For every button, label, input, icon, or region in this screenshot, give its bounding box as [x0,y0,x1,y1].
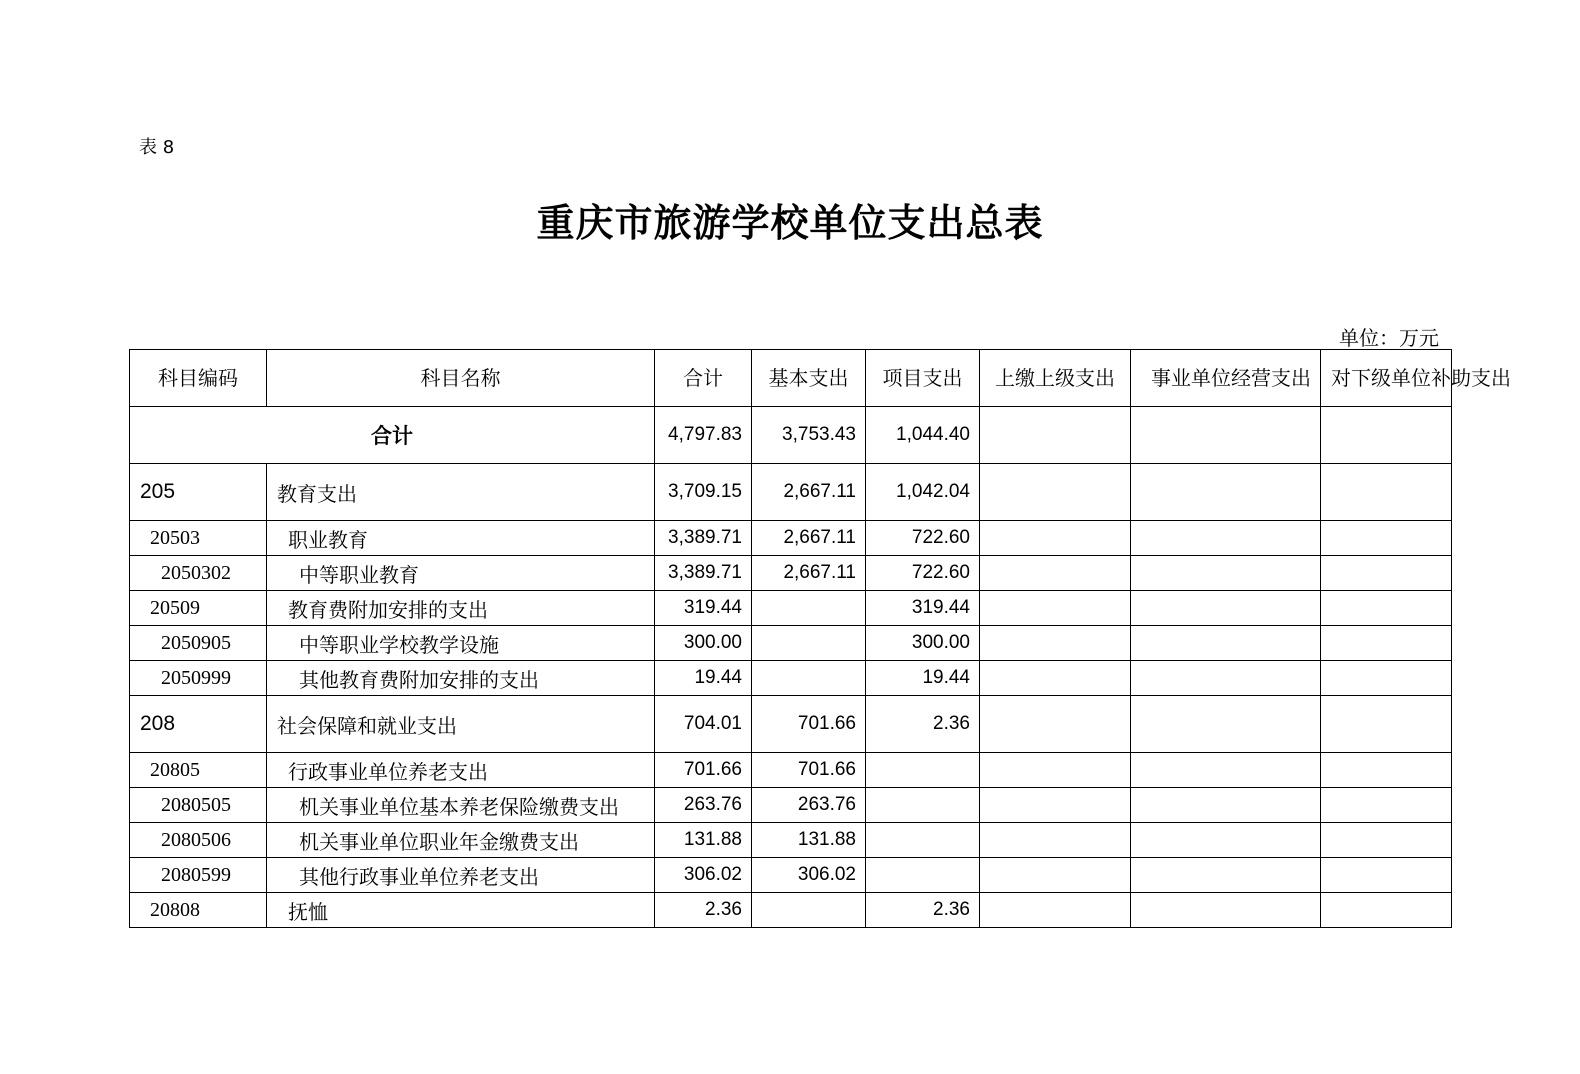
header-total: 合计 [655,350,752,407]
row-basic: 701.66 [752,696,866,753]
row-business [1131,753,1321,788]
row-code: 2050905 [130,626,267,661]
row-code: 2080505 [130,788,267,823]
total-business [1131,407,1321,464]
row-business [1131,788,1321,823]
total-subsidy [1321,407,1452,464]
total-sum: 4,797.83 [655,407,752,464]
page-title: 重庆市旅游学校单位支出总表 [536,201,1044,245]
row-upper [980,788,1131,823]
row-business [1131,626,1321,661]
row-code: 20805 [130,753,267,788]
row-subsidy [1321,521,1452,556]
row-project [866,753,980,788]
row-basic: 701.66 [752,753,866,788]
row-project: 1,042.04 [866,464,980,521]
row-project [866,788,980,823]
row-project: 722.60 [866,521,980,556]
row-business [1131,696,1321,753]
row-subsidy [1321,591,1452,626]
row-project [866,823,980,858]
header-name: 科目名称 [267,350,655,407]
row-code: 2080599 [130,858,267,893]
row-project: 2.36 [866,893,980,928]
table-row [130,521,1452,556]
row-code: 20503 [130,521,267,556]
row-basic: 2,667.11 [752,556,866,591]
header-business: 事业单位经营支出 [1131,350,1321,407]
row-total: 704.01 [655,696,752,753]
row-business [1131,556,1321,591]
row-name: 抚恤 [267,893,655,928]
row-project [866,858,980,893]
row-business [1131,591,1321,626]
row-subsidy [1321,753,1452,788]
header-basic: 基本支出 [752,350,866,407]
table-row [130,696,1452,753]
row-total: 2.36 [655,893,752,928]
table-row [130,893,1452,928]
row-code: 208 [130,696,267,753]
row-code: 2050999 [130,661,267,696]
table-row [130,591,1452,626]
table-row [130,556,1452,591]
row-code: 205 [130,464,267,521]
total-basic: 3,753.43 [752,407,866,464]
table-row [130,626,1452,661]
row-business [1131,521,1321,556]
row-project: 300.00 [866,626,980,661]
row-name: 其他行政事业单位养老支出 [267,858,655,893]
row-total: 3,709.15 [655,464,752,521]
table-row [130,464,1452,521]
row-name: 中等职业学校教学设施 [267,626,655,661]
row-subsidy [1321,823,1452,858]
row-subsidy [1321,788,1452,823]
row-name: 教育费附加安排的支出 [267,591,655,626]
row-total: 300.00 [655,626,752,661]
header-upper: 上缴上级支出 [980,350,1131,407]
row-project: 19.44 [866,661,980,696]
row-total: 701.66 [655,753,752,788]
row-name: 机关事业单位职业年金缴费支出 [267,823,655,858]
row-project: 2.36 [866,696,980,753]
row-basic [752,591,866,626]
row-name: 行政事业单位养老支出 [267,753,655,788]
row-subsidy [1321,858,1452,893]
row-upper [980,591,1131,626]
row-subsidy [1321,626,1452,661]
row-total: 3,389.71 [655,521,752,556]
row-upper [980,661,1131,696]
row-name: 机关事业单位基本养老保险缴费支出 [267,788,655,823]
row-code: 2080506 [130,823,267,858]
row-business [1131,661,1321,696]
expenditure-table [129,349,1511,928]
unit-label: 单位：万元 [1339,326,1439,350]
row-upper [980,521,1131,556]
header-subsidy: 对下级单位补助支出 [1321,350,1452,407]
total-label: 合计 [130,407,655,464]
row-total: 131.88 [655,823,752,858]
row-upper [980,753,1131,788]
row-name: 社会保障和就业支出 [267,696,655,753]
row-project: 319.44 [866,591,980,626]
table-row [130,788,1452,823]
header-project: 项目支出 [866,350,980,407]
row-total: 19.44 [655,661,752,696]
total-row [130,407,1452,464]
row-basic [752,626,866,661]
row-code: 2050302 [130,556,267,591]
row-project: 722.60 [866,556,980,591]
row-subsidy [1321,661,1452,696]
row-basic [752,893,866,928]
row-basic: 2,667.11 [752,464,866,521]
row-upper [980,696,1131,753]
row-upper [980,464,1131,521]
row-code: 20509 [130,591,267,626]
row-basic [752,661,866,696]
table-row [130,753,1452,788]
row-upper [980,893,1131,928]
row-basic: 131.88 [752,823,866,858]
table-row [130,858,1452,893]
row-subsidy [1321,556,1452,591]
row-subsidy [1321,893,1452,928]
row-subsidy [1321,696,1452,753]
table-number-label: 表 8 [139,137,175,158]
total-project: 1,044.40 [866,407,980,464]
header-code: 科目编码 [130,350,267,407]
row-business [1131,858,1321,893]
row-business [1131,893,1321,928]
row-name: 教育支出 [267,464,655,521]
table-row [130,823,1452,858]
row-name: 中等职业教育 [267,556,655,591]
row-upper [980,556,1131,591]
row-total: 306.02 [655,858,752,893]
row-total: 319.44 [655,591,752,626]
total-upper [980,407,1131,464]
row-total: 3,389.71 [655,556,752,591]
row-name: 职业教育 [267,521,655,556]
row-basic: 306.02 [752,858,866,893]
row-basic: 2,667.11 [752,521,866,556]
row-upper [980,858,1131,893]
row-name: 其他教育费附加安排的支出 [267,661,655,696]
row-subsidy [1321,464,1452,521]
row-upper [980,626,1131,661]
row-code: 20808 [130,893,267,928]
row-business [1131,823,1321,858]
row-total: 263.76 [655,788,752,823]
row-upper [980,823,1131,858]
header-row [130,350,1452,407]
row-business [1131,464,1321,521]
table-row [130,661,1452,696]
row-basic: 263.76 [752,788,866,823]
